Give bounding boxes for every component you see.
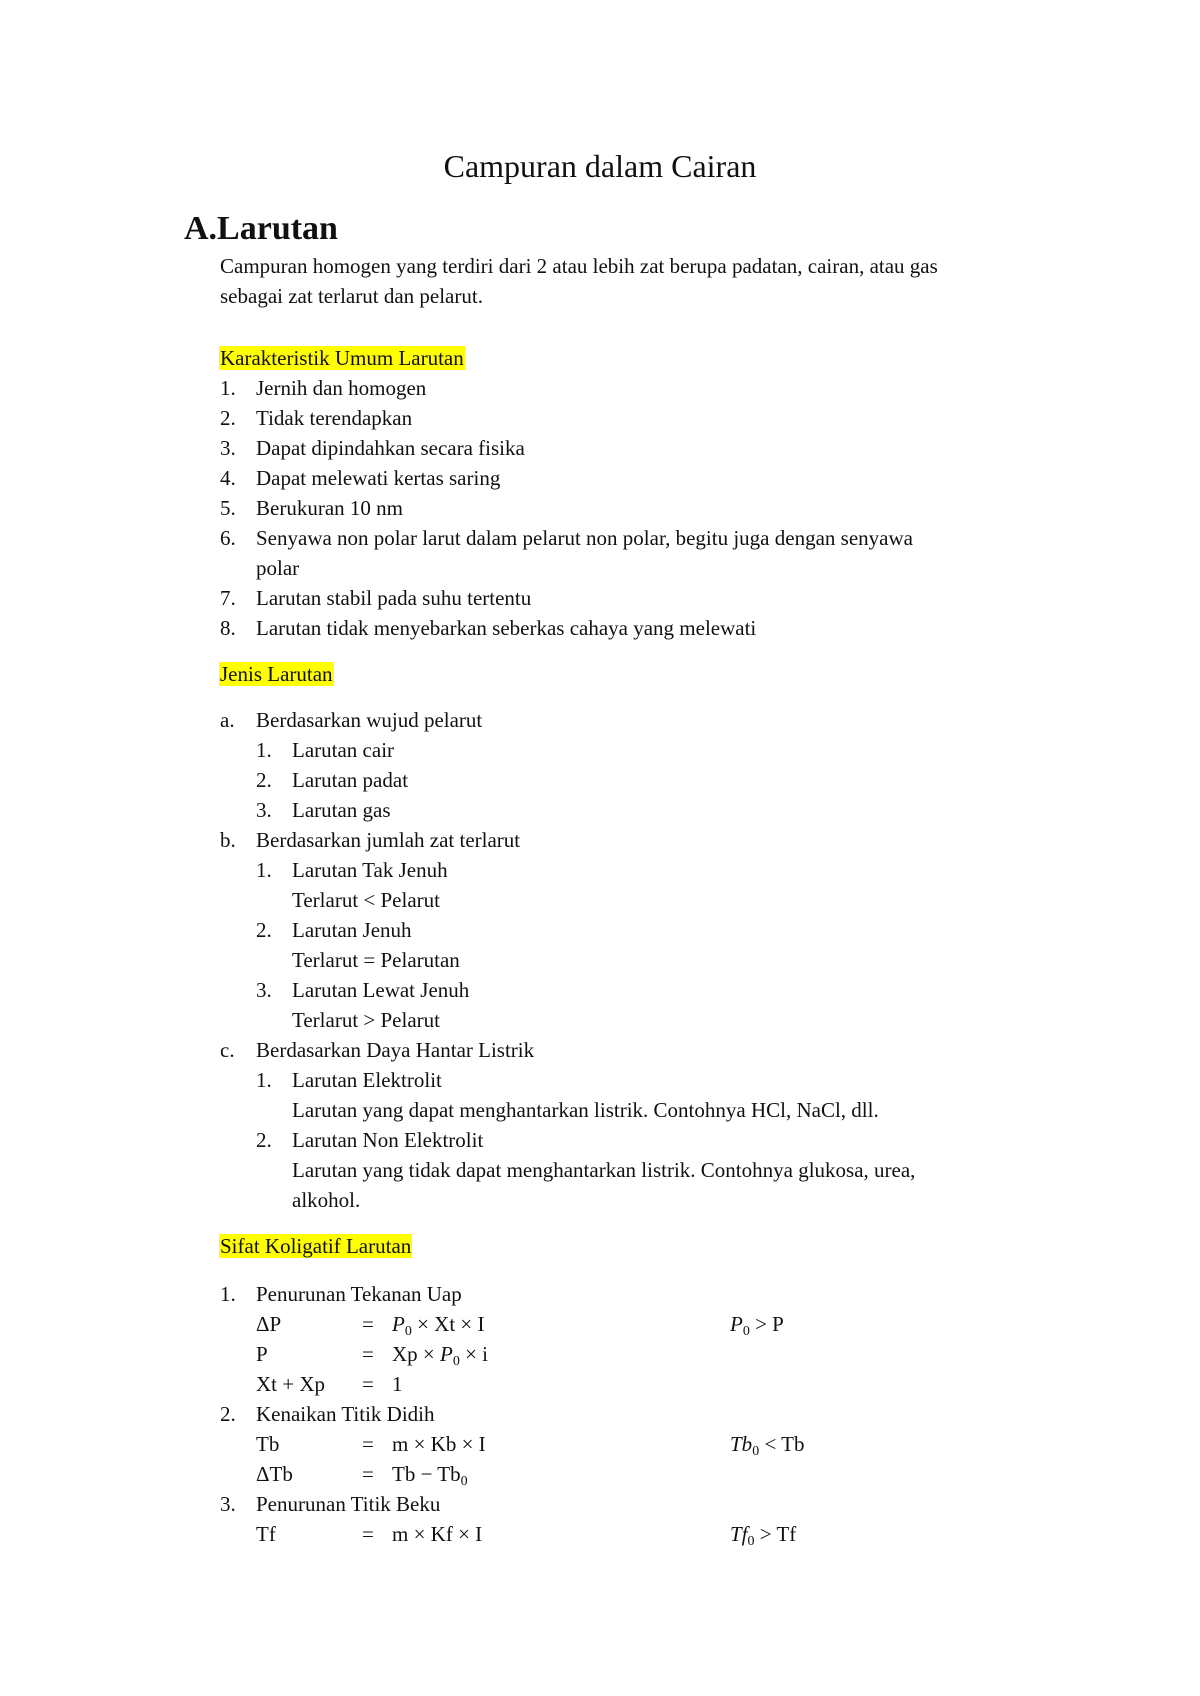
sub-list-item: 3. Larutan Lewat Jenuh	[256, 978, 470, 1002]
intro-line-2: sebagai zat terlarut dan pelarut.	[220, 284, 483, 308]
list-item: 1. Jernih dan homogen	[220, 376, 427, 400]
sub-list-item: 2. Larutan Jenuh	[256, 918, 412, 942]
list-item: 7. Larutan stabil pada suhu tertentu	[220, 586, 532, 610]
formula-eq: =	[362, 1462, 374, 1486]
formula-eq: =	[362, 1342, 374, 1366]
sub-item-detail-continuation: alkohol.	[292, 1188, 361, 1212]
formula-note: $P_0 > P$	[730, 1312, 784, 1339]
formula-row	[256, 1370, 403, 1398]
list-item: 8. Larutan tidak menyebarkan seberkas cahaya yang melewati	[220, 616, 757, 640]
highlighted-heading: Sifat Koligatif Larutan	[220, 1234, 412, 1258]
formula-row	[256, 1310, 784, 1339]
highlighted-heading: Karakteristik Umum Larutan	[220, 346, 464, 370]
koligatif-heading	[219, 1232, 412, 1260]
koligatif-item: 3. Penurunan Titik Beku	[220, 1492, 441, 1516]
intro-line-1: Campuran homogen yang terdiri dari 2 atau lebih zat berupa padatan, cairan, atau gas	[220, 254, 938, 278]
formula-row	[256, 1430, 805, 1459]
list-item: 6. Senyawa non polar larut dalam pelarut non polar, begitu juga dengan senyawa	[220, 526, 913, 550]
formula-lhs: ΔTb	[256, 1462, 293, 1486]
koligatif-item: 2. Kenaikan Titik Didih	[220, 1402, 435, 1426]
karakteristik-heading	[219, 344, 465, 372]
highlighted-heading: Jenis Larutan	[220, 662, 333, 686]
formula-row	[256, 1520, 797, 1549]
formula-rhs: 1	[392, 1372, 403, 1396]
formula-lhs: P	[256, 1342, 268, 1366]
formula-eq: =	[362, 1522, 374, 1546]
sub-item-detail: Terlarut = Pelarutan	[292, 948, 460, 972]
sub-list-item: 2. Larutan padat	[256, 768, 409, 792]
list-item: 2. Tidak terendapkan	[220, 406, 413, 430]
formula-rhs: $P_0 \times Xt \times I$	[392, 1312, 485, 1339]
formula-row	[256, 1340, 489, 1369]
koligatif-item: 1. Penurunan Tekanan Uap	[220, 1282, 462, 1306]
list-item-continuation: polar	[256, 556, 300, 580]
formula-rhs: m × Kb × I	[392, 1432, 486, 1456]
formula-lhs: Xt + Xp	[256, 1372, 326, 1396]
page-title: Campuran dalam Cairan	[443, 148, 757, 184]
sub-list-item: 1. Larutan Tak Jenuh	[256, 858, 448, 882]
formula-eq: =	[362, 1432, 374, 1456]
sub-item-detail: Larutan yang dapat menghantarkan listrik. Contohnya HCl, NaCl, dll.	[292, 1098, 879, 1122]
formula-rhs: $Xp \times P_0 \times i$	[392, 1342, 489, 1369]
sub-list-item: 1. Larutan cair	[256, 738, 395, 762]
sub-item-detail: Terlarut > Pelarut	[292, 1008, 440, 1032]
formula-row	[256, 1460, 468, 1489]
sub-list-item: 3. Larutan gas	[256, 798, 391, 822]
formula-note: $Tb_0 < Tb$	[730, 1432, 805, 1459]
formula-lhs: ΔP	[256, 1312, 282, 1336]
formula-rhs: $Tb - Tb_0$	[392, 1462, 468, 1489]
jenis-heading	[219, 660, 334, 688]
formula-eq: =	[362, 1372, 374, 1396]
sub-item-detail: Terlarut < Pelarut	[292, 888, 440, 912]
list-item: 3. Dapat dipindahkan secara fisika	[220, 436, 525, 460]
sub-list-item: 1. Larutan Elektrolit	[256, 1068, 442, 1092]
list-item: 4. Dapat melewati kertas saring	[220, 466, 501, 490]
jenis-item-b: b. Berdasarkan jumlah zat terlarut	[220, 828, 521, 852]
formula-lhs: Tb	[256, 1432, 280, 1456]
section-heading: A.Larutan	[184, 210, 338, 247]
list-item: 5. Berukuran 10 nm	[220, 496, 403, 520]
sub-list-item: 2. Larutan Non Elektrolit	[256, 1128, 484, 1152]
formula-lhs: Tf	[256, 1522, 276, 1546]
sub-item-detail: Larutan yang tidak dapat menghantarkan listrik. Contohnya glukosa, urea,	[292, 1158, 916, 1182]
formula-note: $Tf_0 > Tf$	[730, 1522, 797, 1549]
formula-eq: =	[362, 1312, 374, 1336]
formula-rhs: m × Kf × I	[392, 1522, 483, 1546]
jenis-item-a: a. Berdasarkan wujud pelarut	[220, 708, 483, 732]
jenis-item-c: c. Berdasarkan Daya Hantar Listrik	[220, 1038, 535, 1062]
